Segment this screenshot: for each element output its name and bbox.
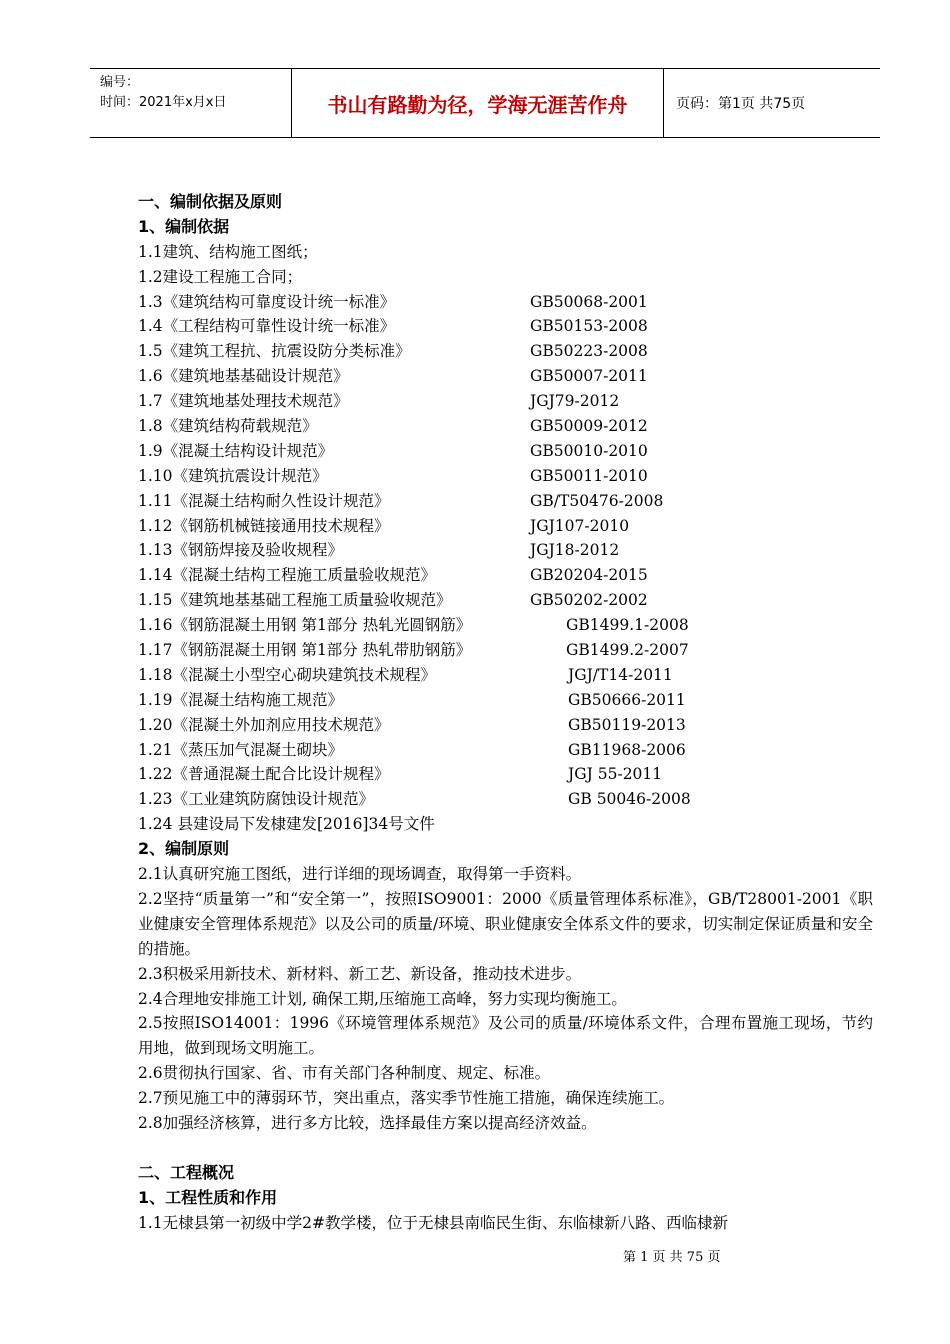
basis-text: 1.15《建筑地基基础工程施工质量验收规范》 bbox=[138, 591, 452, 610]
document-body bbox=[138, 190, 873, 1236]
principle-item: 2.3积极采用新技术、新材料、新工艺、新设备，推动技术进步。 bbox=[138, 964, 582, 983]
basis-code: GB 50046-2008 bbox=[568, 790, 691, 809]
basis-item bbox=[138, 389, 873, 414]
basis-text: 1.24 县建设局下发棣建发[2016]34号文件 bbox=[138, 815, 435, 834]
basis-code: JGJ107-2010 bbox=[530, 516, 630, 535]
basis-item bbox=[138, 339, 873, 364]
basis-code: GB11968-2006 bbox=[568, 740, 686, 759]
time-label: 时间：2021年x月x日 bbox=[100, 95, 227, 110]
subsection-nature-title: 1、工程性质和作用 bbox=[138, 1187, 278, 1207]
basis-text: 1.14《混凝土结构工程施工质量验收规范》 bbox=[138, 566, 437, 585]
basis-list bbox=[138, 240, 873, 837]
header-motto: 书山有路勤为径，学海无涯苦作舟 bbox=[292, 69, 664, 137]
basis-item bbox=[138, 663, 873, 688]
basis-item bbox=[138, 638, 873, 663]
basis-code: GB50202-2002 bbox=[530, 591, 648, 610]
basis-item bbox=[138, 464, 873, 489]
basis-code: GB50009-2012 bbox=[530, 417, 648, 436]
principle-item: 2.1认真研究施工图纸，进行详细的现场调查，取得第一手资料。 bbox=[138, 865, 582, 884]
basis-code: GB1499.2-2007 bbox=[566, 641, 689, 660]
basis-code: GB50153-2008 bbox=[530, 317, 648, 336]
basis-text: 1.13《钢筋焊接及验收规程》 bbox=[138, 541, 344, 560]
basis-item bbox=[138, 414, 873, 439]
basis-text: 1.10《建筑抗震设计规范》 bbox=[138, 466, 328, 485]
section-2-title: 二、工程概况 bbox=[138, 1162, 235, 1182]
principle-item: 2.6贯彻执行国家、省、市有关部门各种制度、规定、标准。 bbox=[138, 1064, 551, 1083]
basis-code: GB/T50476-2008 bbox=[530, 491, 664, 510]
basis-item bbox=[138, 787, 873, 812]
basis-item bbox=[138, 738, 873, 763]
basis-text: 1.7《建筑地基处理技术规范》 bbox=[138, 392, 349, 411]
basis-text: 1.16《钢筋混凝土用钢 第1部分 热轧光圆钢筋》 bbox=[138, 616, 472, 635]
header-table bbox=[90, 68, 880, 138]
basis-text: 1.17《钢筋混凝土用钢 第1部分 热轧带肋钢筋》 bbox=[138, 641, 472, 660]
basis-text: 1.19《混凝土结构施工规范》 bbox=[138, 690, 344, 709]
basis-text: 1.20《混凝土外加剂应用技术规范》 bbox=[138, 715, 390, 734]
number-label: 编号： bbox=[100, 75, 140, 90]
basis-item bbox=[138, 364, 873, 389]
basis-code: GB50666-2011 bbox=[568, 690, 686, 709]
principle-item: 2.5按照ISO14001：1996《环境管理体系规范》及公司的质量/环境体系文件，合理布置施工现场，节约用地，做到现场文明施工。 bbox=[138, 1014, 873, 1058]
principle-item: 2.4合理地安排施工计划, 确保工期,压缩施工高峰，努力实现均衡施工。 bbox=[138, 989, 627, 1008]
basis-text: 1.8《建筑结构荷载规范》 bbox=[138, 417, 318, 436]
subsection-principles-title: 2、编制原则 bbox=[138, 839, 230, 859]
basis-code: GB50011-2010 bbox=[530, 466, 648, 485]
basis-item bbox=[138, 290, 873, 315]
basis-code: JGJ/T14-2011 bbox=[568, 665, 673, 684]
basis-item bbox=[138, 613, 873, 638]
basis-code: GB50007-2011 bbox=[530, 367, 648, 386]
basis-item bbox=[138, 314, 873, 339]
basis-code: GB20204-2015 bbox=[530, 566, 648, 585]
section-gap bbox=[138, 1136, 873, 1161]
basis-item bbox=[138, 588, 873, 613]
basis-code: JGJ18-2012 bbox=[530, 541, 620, 560]
header-meta-cell bbox=[90, 69, 292, 137]
basis-item bbox=[138, 439, 873, 464]
header-page-label: 页码：第1页 共75页 bbox=[676, 96, 806, 112]
page-footer: 第 1 页 共 75 页 bbox=[623, 1250, 721, 1265]
basis-text: 1.9《混凝土结构设计规范》 bbox=[138, 441, 334, 460]
basis-item bbox=[138, 812, 873, 837]
basis-text: 1.18《混凝土小型空心砌块建筑技术规程》 bbox=[138, 665, 437, 684]
basis-code: GB1499.1-2008 bbox=[566, 616, 689, 635]
basis-code: GB50068-2001 bbox=[530, 292, 648, 311]
basis-text: 1.2建设工程施工合同； bbox=[138, 267, 303, 286]
basis-text: 1.4《工程结构可靠性设计统一标准》 bbox=[138, 317, 396, 336]
basis-code: JGJ 55-2011 bbox=[568, 765, 663, 784]
basis-text: 1.3《建筑结构可靠度设计统一标准》 bbox=[138, 292, 396, 311]
basis-text: 1.22《普通混凝土配合比设计规程》 bbox=[138, 765, 390, 784]
basis-item bbox=[138, 688, 873, 713]
basis-text: 1.11《混凝土结构耐久性设计规范》 bbox=[138, 491, 390, 510]
basis-item bbox=[138, 563, 873, 588]
basis-item bbox=[138, 240, 873, 265]
basis-text: 1.1建筑、结构施工图纸； bbox=[138, 242, 318, 261]
basis-item bbox=[138, 265, 873, 290]
basis-code: GB50119-2013 bbox=[568, 715, 686, 734]
basis-item bbox=[138, 514, 873, 539]
basis-text: 1.23《工业建筑防腐蚀设计规范》 bbox=[138, 790, 375, 809]
principle-item: 2.8加强经济核算，进行多方比较，选择最佳方案以提高经济效益。 bbox=[138, 1114, 597, 1133]
principle-item: 2.2坚持“质量第一”和“安全第一”，按照ISO9001：2000《质量管理体系标准》，GB/T28001-2001《职业健康安全管理体系规范》以及公司的质量/环境、职业健康安全体系文件的要求，切实制定保证质量和安全的措施。 bbox=[138, 889, 873, 958]
basis-item bbox=[138, 538, 873, 563]
basis-text: 1.6《建筑地基基础设计规范》 bbox=[138, 367, 349, 386]
basis-code: JGJ79-2012 bbox=[530, 392, 620, 411]
basis-item bbox=[138, 713, 873, 738]
basis-item bbox=[138, 489, 873, 514]
basis-text: 1.5《建筑工程抗、抗震设防分类标准》 bbox=[138, 342, 411, 361]
basis-code: GB50010-2010 bbox=[530, 441, 648, 460]
subsection-basis-title: 1、编制依据 bbox=[138, 216, 230, 236]
principle-item: 2.7预见施工中的薄弱环节，突出重点，落实季节性施工措施，确保连续施工。 bbox=[138, 1089, 675, 1108]
overview-paragraph: 1.1无棣县第一初级中学2#教学楼，位于无棣县南临民生街、东临棣新八路、西临棣新 bbox=[138, 1213, 729, 1232]
section-1-title: 一、编制依据及原则 bbox=[138, 192, 283, 211]
principles-list bbox=[138, 862, 873, 1136]
basis-text: 1.12《钢筋机械链接通用技术规程》 bbox=[138, 516, 390, 535]
basis-code: GB50223-2008 bbox=[530, 342, 648, 361]
basis-item bbox=[138, 762, 873, 787]
basis-text: 1.21《蒸压加气混凝土砌块》 bbox=[138, 740, 344, 759]
